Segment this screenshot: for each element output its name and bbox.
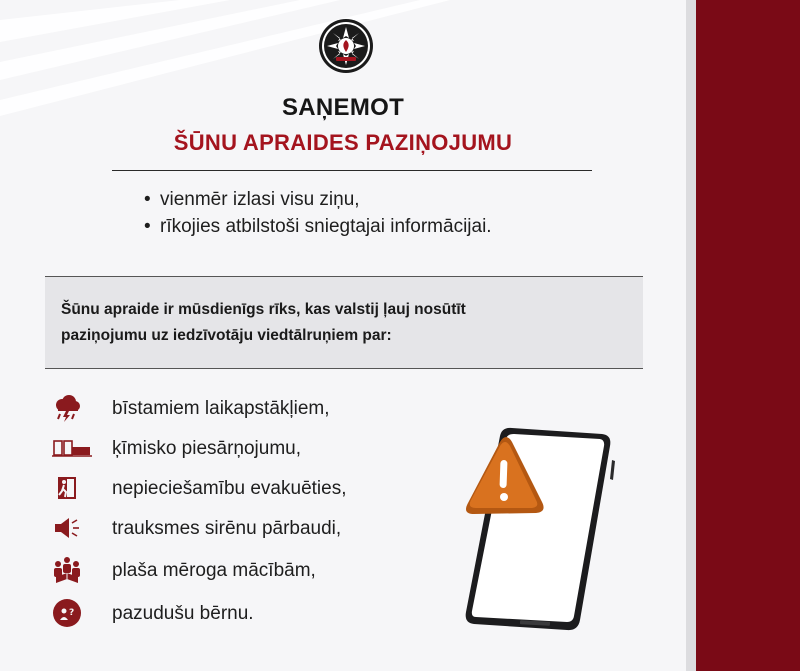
smartphone-icon	[466, 428, 615, 630]
advice-item: • rīkojies atbilstoši sniegtajai informācijai.	[144, 213, 492, 240]
list-item	[52, 473, 452, 503]
siren-speaker-icon	[52, 513, 82, 543]
group-training-icon	[52, 555, 82, 585]
list-item	[52, 555, 452, 585]
side-band	[696, 0, 800, 671]
list-item-label: trauksmes sirēnu pārbaudi,	[112, 518, 342, 539]
list-item	[52, 433, 452, 463]
storm-cloud-icon	[52, 393, 82, 423]
title-divider	[112, 170, 592, 171]
list-item-label: nepieciešamību evakuēties,	[112, 478, 347, 499]
side-divider	[686, 0, 696, 671]
emergency-exit-icon	[52, 473, 82, 503]
info-line-2: paziņojumu uz iedzīvotāju viedtālruņiem par:	[61, 327, 392, 344]
svg-text:?: ?	[69, 608, 75, 618]
list-item-label: bīstamiem laikapstākļiem,	[112, 398, 330, 419]
fire-rescue-emblem-icon	[318, 18, 374, 74]
list-item	[52, 513, 452, 543]
smartphone-alert-illustration	[452, 420, 622, 635]
list-item	[52, 598, 452, 628]
missing-child-icon	[52, 598, 82, 628]
info-line-1: Šūnu apraide ir mūsdienīgs rīks, kas valstij ļauj nosūtīt	[61, 301, 466, 318]
list-item	[52, 393, 452, 423]
list-item-label: ķīmisko piesārņojumu,	[112, 438, 302, 459]
title-line-2: ŠŪNU APRAIDES PAZIŅOJUMU	[173, 130, 513, 155]
title-line-1: SAŅEMOT	[281, 94, 405, 121]
list-item-label: plaša mēroga mācībām,	[112, 560, 316, 581]
factory-icon	[52, 433, 92, 463]
advice-item: • vienmēr izlasi visu ziņu,	[144, 186, 492, 213]
info-box	[45, 276, 643, 369]
list-item-label: pazudušu bērnu.	[112, 603, 254, 624]
advice-list	[144, 186, 492, 240]
